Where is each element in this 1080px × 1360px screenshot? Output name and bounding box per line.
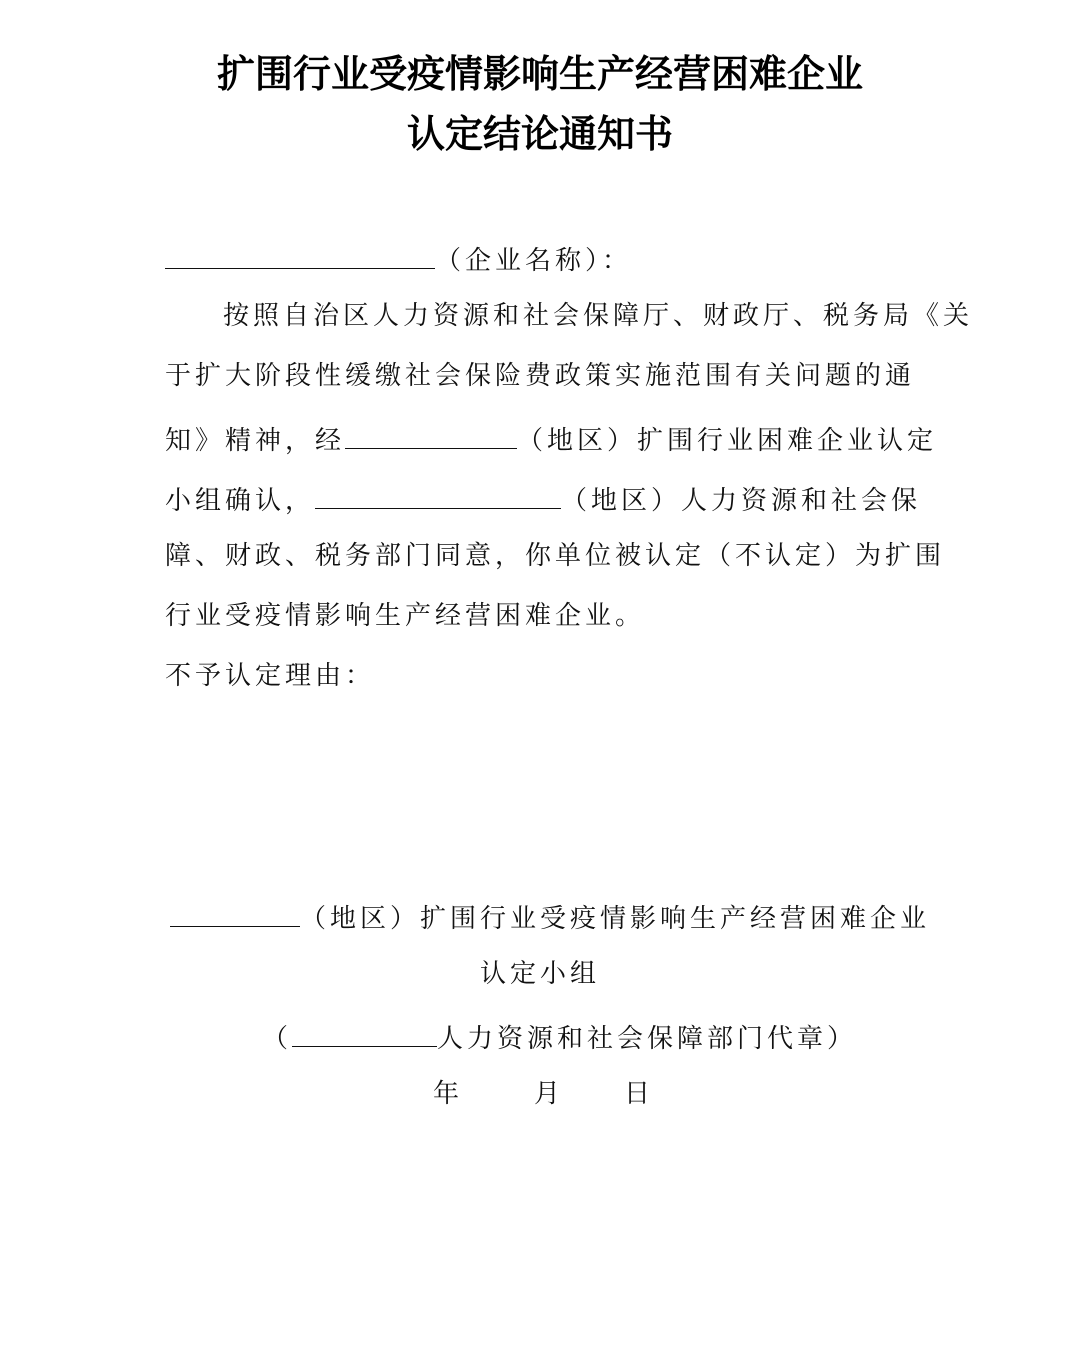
- body-line-4-start: 小组确认，: [165, 486, 316, 516]
- body-line-4-end: （地区）人力资源和社会保: [561, 486, 922, 516]
- signature-line-1: [170, 896, 930, 937]
- signature-group-name: （地区）扩围行业受疫情影响生产经营困难企业: [300, 904, 931, 934]
- seal-text: 人力资源和社会保障部门代章）: [437, 1024, 858, 1054]
- seal-open-paren: （: [262, 1024, 293, 1054]
- date-day: 日: [624, 1079, 655, 1109]
- signature-line-3: [262, 1016, 857, 1057]
- region-blank-2[interactable]: [315, 478, 561, 509]
- signature-line-2: 认定小组: [479, 959, 600, 989]
- body-line-5: 障、财政、税务部门同意，你单位被认定（不认定）为扩围: [165, 541, 946, 571]
- region-blank-4[interactable]: [292, 1016, 437, 1047]
- date-month: 月: [534, 1079, 565, 1109]
- date-year: 年: [433, 1079, 464, 1109]
- body-line-3: [165, 418, 937, 459]
- reason-label: 不予认定理由：: [165, 661, 376, 691]
- region-blank-3[interactable]: [170, 896, 300, 927]
- body-line-3-start: 知》精神，经: [165, 426, 346, 456]
- body-line-1: 按照自治区人力资源和社会保障厅、财政厅、税务局《关: [223, 301, 974, 331]
- body-line-4: [165, 478, 921, 519]
- company-name-blank[interactable]: [165, 238, 435, 269]
- salutation-line: [165, 238, 632, 279]
- document-title-line-2: 认定结论通知书: [406, 112, 673, 156]
- body-line-2: 于扩大阶段性缓缴社会保险费政策实施范围有关问题的通: [165, 361, 916, 391]
- body-line-3-end: （地区）扩围行业困难企业认定: [517, 426, 938, 456]
- document-title-line-1: 扩围行业受疫情影响生产经营困难企业: [216, 52, 863, 96]
- company-name-label: （企业名称）：: [435, 246, 633, 276]
- region-blank-1[interactable]: [345, 418, 517, 449]
- body-line-6: 行业受疫情影响生产经营困难企业。: [165, 601, 646, 631]
